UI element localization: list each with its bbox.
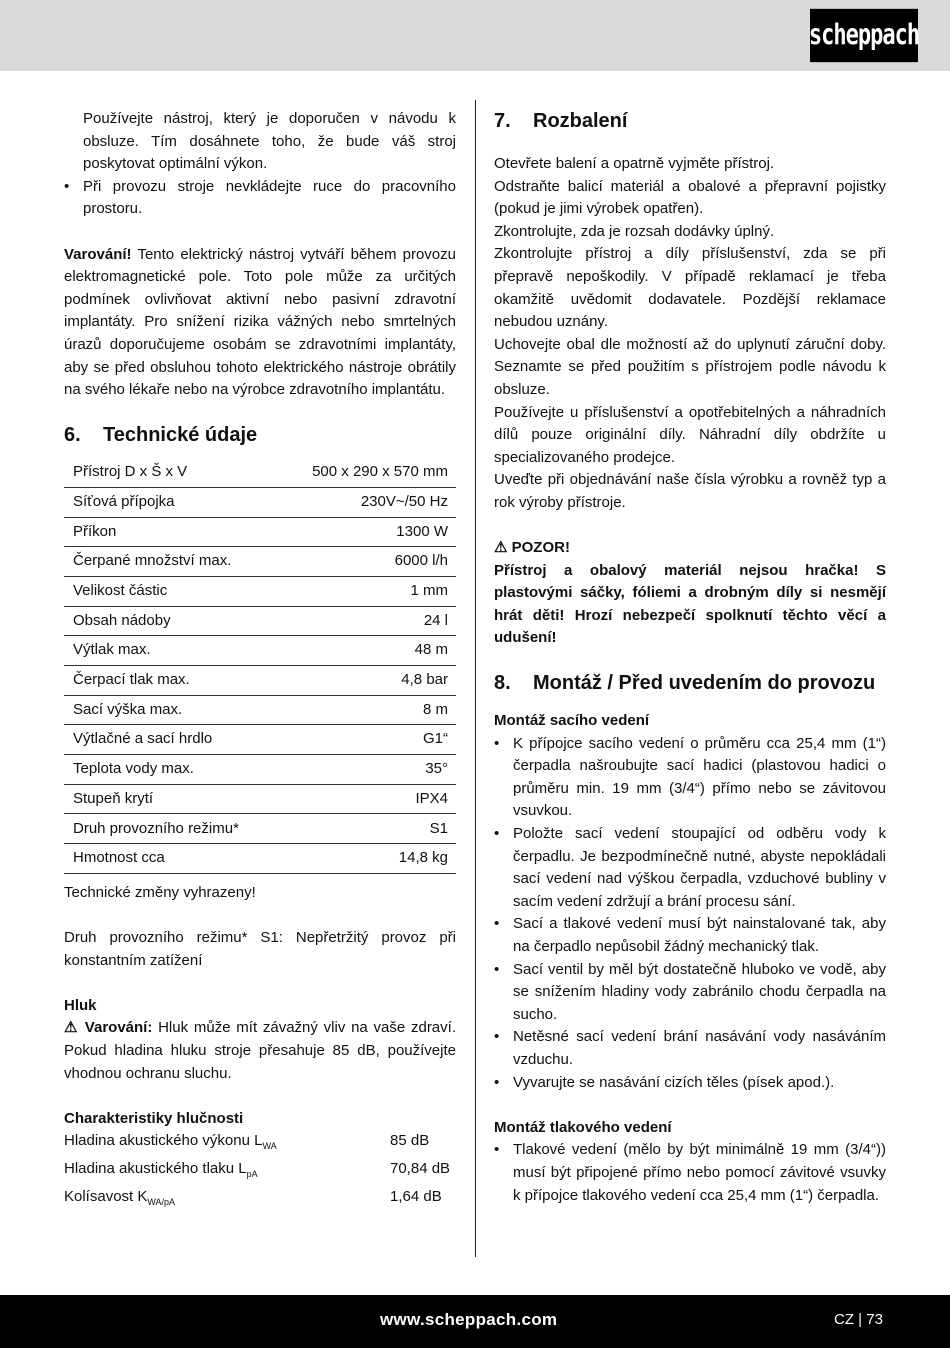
spec-label: Přístroj D x Š x V bbox=[64, 458, 279, 488]
noise-subscript: pA bbox=[246, 1168, 258, 1179]
left-column bbox=[64, 108, 456, 1213]
spec-row bbox=[64, 695, 456, 725]
spec-value: 6000 l/h bbox=[279, 547, 456, 577]
mode-note: Druh provozního režimu* S1: Nepřetržitý provoz při konstantním zatížení bbox=[64, 929, 456, 969]
spec-value: 4,8 bar bbox=[279, 666, 456, 696]
list-item: • Položte sací vedení stoupající od odběru vody k čerpadlu. Je bezpodmínečně nutné, abyste nepokládali sací vedení nad výškou čerpadla, vzduchové bubliny v sacím vedení zdržují a brání procesu sání. bbox=[494, 823, 886, 913]
spec-value: S1 bbox=[279, 814, 456, 844]
unpack-paragraph: Odstraňte balicí materiál a obalové a přepravní pojistky (pokud je jimi výrobek opatřen). bbox=[494, 177, 886, 218]
specs-table bbox=[64, 458, 456, 874]
spec-row bbox=[64, 487, 456, 517]
spec-label: Čerpací tlak max. bbox=[64, 666, 279, 696]
noise-char-title: Charakteristiky hlučnosti bbox=[64, 1109, 244, 1127]
page-number: CZ | 73 bbox=[834, 1311, 883, 1328]
noise-title: Hluk bbox=[64, 996, 97, 1014]
list-item: • Sací a tlakové vedení musí být nainstalované tak, aby na čerpadlo nepůsobil žádný mechanický tlak. bbox=[494, 913, 886, 958]
warning-paragraph bbox=[64, 244, 456, 402]
noise-value: 1,64 dB bbox=[390, 1187, 442, 1205]
spec-row bbox=[64, 576, 456, 606]
spec-label: Výtlak max. bbox=[64, 636, 279, 666]
spec-label: Čerpané množství max. bbox=[64, 547, 279, 577]
section-7-heading: 7. Rozbalení bbox=[494, 110, 628, 132]
intro-text: Používejte nástroj, který je doporučen v návodu k obsluze. Tím dosáhnete toho, že bude váš stroj poskytovat optimální výkon. bbox=[83, 110, 456, 173]
spec-row bbox=[64, 755, 456, 785]
spec-row bbox=[64, 814, 456, 844]
right-column bbox=[494, 108, 886, 1207]
spec-value: 35° bbox=[279, 755, 456, 785]
section-6-heading: 6. Technické údaje bbox=[64, 423, 258, 446]
unpack-paragraph: Zkontrolujte přístroj a díly příslušenství, zda se při přepravě nepoškodily. V případě reklamací je třeba okamžitě uvědomit dodavatele. Pozdější reklamace nebudou uznány. bbox=[494, 245, 886, 331]
spec-value: 14,8 kg bbox=[279, 844, 456, 874]
spec-value: G1“ bbox=[279, 725, 456, 755]
page-footer bbox=[0, 1295, 950, 1348]
noise-subscript: WA/pA bbox=[147, 1196, 176, 1207]
spec-value: 1300 W bbox=[279, 517, 456, 547]
spec-value: 1 mm bbox=[279, 576, 456, 606]
noise-value: 70,84 dB bbox=[390, 1159, 451, 1177]
changes-note: Technické změny vyhrazeny! bbox=[64, 883, 256, 901]
list-item: • K přípojce sacího vedení o průměru cca 25,4 mm (1“) čerpadla našroubujte sací hadici (plastovou hadici o průměru min. 19 mm (3/4“) přímo nebo se závitovou vsuvkou. bbox=[494, 733, 886, 823]
warning-label: Varování! bbox=[64, 245, 132, 263]
noise-row bbox=[64, 1130, 456, 1158]
spec-value: IPX4 bbox=[279, 784, 456, 814]
list-item: • Vyvarujte se nasávání cizích těles (písek apod.). bbox=[494, 1072, 886, 1095]
noise-label bbox=[64, 1186, 175, 1214]
noise-warning: ⚠ Varování: Hluk může mít závažný vliv na vaše zdraví. Pokud hladina hluku stroje přesahuje 85 dB, používejte vhodnou ochranu sluchu. bbox=[64, 1019, 456, 1082]
spec-label: Sací výška max. bbox=[64, 695, 279, 725]
suction-title: Montáž sacího vedení bbox=[494, 712, 650, 730]
unpack-paragraph: Otevřete balení a opatrně vyjměte přístroj. bbox=[494, 155, 775, 172]
caution-label: ⚠ POZOR! bbox=[494, 539, 570, 557]
unpack-paragraph: Uveďte při objednávání naše čísla výrobku a rovněž typ a rok výroby přístroje. bbox=[494, 471, 886, 511]
spec-label: Příkon bbox=[64, 517, 279, 547]
column-divider bbox=[475, 100, 476, 1257]
noise-row bbox=[64, 1158, 456, 1186]
spec-row bbox=[64, 458, 456, 488]
spec-row bbox=[64, 725, 456, 755]
spec-row bbox=[64, 517, 456, 547]
spec-label: Hmotnost cca bbox=[64, 844, 279, 874]
noise-row bbox=[64, 1186, 456, 1214]
spec-value: 8 m bbox=[279, 695, 456, 725]
spec-row bbox=[64, 784, 456, 814]
list-item: • Netěsné sací vedení brání nasávání vody nasáváním vzduchu. bbox=[494, 1026, 886, 1071]
spec-value: 48 m bbox=[279, 636, 456, 666]
spec-value: 500 x 290 x 570 mm bbox=[279, 458, 456, 488]
noise-label-text: Hladina akustického výkonu L bbox=[64, 1132, 263, 1150]
spec-label: Výtlačné a sací hrdlo bbox=[64, 725, 279, 755]
unpack-paragraph: Používejte u příslušenství a opotřebitelných a náhradních dílů pouze originální díly. Náhradní díly obdržíte u specializovaného prodejce. bbox=[494, 403, 886, 466]
section-8-heading: 8. Montáž / Před uvedením do provozu bbox=[494, 672, 876, 695]
pressure-title: Montáž tlakového vedení bbox=[494, 1118, 672, 1136]
noise-subscript: WA bbox=[262, 1141, 277, 1152]
list-item: • Tlakové vedení (mělo by být minimálně 19 mm (3/4“)) musí být připojené přímo nebo pomocí závitové vsuvky k přípojce tlakového vedení cca 25,4 mm (1“) čerpadla. bbox=[494, 1139, 886, 1207]
caution-text: Přístroj a obalový materiál nejsou hračka! S plastovými sáčky, fóliemi a drobným díly si nesmějí hrát děti! Hrozí nebezpečí spolknutí těchto věcí a udušení! bbox=[494, 561, 886, 647]
list-item: • Sací ventil by měl být dostatečně hluboko ve vodě, aby se snížením hladiny vody zabránilo chodu čerpadla na sucho. bbox=[494, 959, 886, 1027]
noise-value: 85 dB bbox=[390, 1132, 430, 1150]
noise-label bbox=[64, 1130, 277, 1158]
noise-label-text: Kolísavost K bbox=[64, 1187, 148, 1205]
spec-label: Velikost částic bbox=[64, 576, 279, 606]
spec-row bbox=[64, 666, 456, 696]
spec-label: Teplota vody max. bbox=[64, 755, 279, 785]
noise-label bbox=[64, 1158, 258, 1186]
page-header bbox=[0, 0, 950, 71]
spec-label: Síťová přípojka bbox=[64, 487, 279, 517]
spec-label: Druh provozního režimu* bbox=[64, 814, 279, 844]
unpack-paragraph: Zkontrolujte, zda je rozsah dodávky úplný. bbox=[494, 222, 775, 240]
spec-value: 24 l bbox=[279, 606, 456, 636]
list-item: • Při provozu stroje nevkládejte ruce do pracovního prostoru. bbox=[64, 176, 456, 221]
spec-row bbox=[64, 606, 456, 636]
spec-value: 230V~/50 Hz bbox=[279, 487, 456, 517]
spec-label: Obsah nádoby bbox=[64, 606, 279, 636]
spec-label: Stupeň krytí bbox=[64, 784, 279, 814]
noise-label-text: Hladina akustického tlaku L bbox=[64, 1159, 247, 1177]
spec-row bbox=[64, 547, 456, 577]
website-link[interactable]: www.scheppach.com bbox=[380, 1310, 558, 1329]
spec-row bbox=[64, 636, 456, 666]
warning-text: Tento elektrický nástroj vytváří během provozu elektromagnetické pole. Toto pole může za určitých podmínek ovlivňovat aktivní nebo pasivní zdravotní implantáty. Pro snížení rizika vážných nebo smrtelných úrazů doporučujeme osobám se zdravotními implantáty, aby se před obsluhou tohoto elektrického nástroje obrátily na svého lékaře nebo na výrobce zdravotního implantátu. bbox=[64, 245, 456, 399]
scheppach-logo: scheppach bbox=[810, 9, 918, 62]
unpack-paragraph: Uchovejte obal dle možností až do uplynutí záruční doby. Seznamte se před použitím s přístrojem podle návodu k obsluze. bbox=[494, 335, 886, 398]
spec-row bbox=[64, 844, 456, 874]
